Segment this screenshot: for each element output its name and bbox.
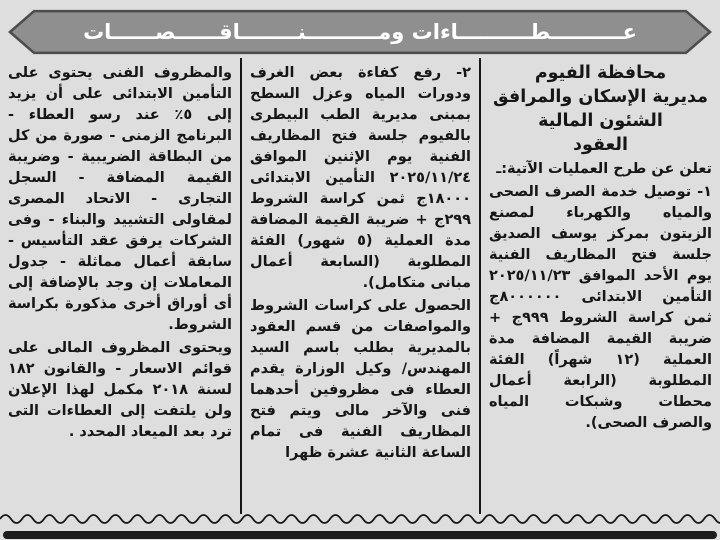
technical-envelope-text: والمظروف الفنى يحتوى على التأمين الابتدائى على أن يزيد إلى ٥٪ عند رسو العطاء - البرنامج الزمنى - صورة من كل من البطاقة الضريبية - وضريبة القيمة المضافة - السجل التجارى - الاتحاد المصرى لمقاولى التشييد والبناء - وفى الشركات يرفق عقد التأسيس - سابقة أعمال مماثلة - جدول المعاملات إن وجد بالإضافة إلى أى أوراق أخرى مذكورة بكراسة الشروط. [8, 65, 232, 333]
column-envelope-requirements [0, 58, 240, 514]
column-operations-2 [240, 58, 481, 514]
intro-text: تعلن عن طرح العمليات الآتية:ـ [496, 161, 712, 177]
tender-item-2: ٢- رفع كفاءة بعض الغرف ودورات المياه وعزل السطح بمبنى مديرية الطب البيطرى بالفيوم جلسة فتح المظاريف الفنية يوم الإثنين الموافق ٢٠٢٥/١١/٢٤ التأمين الابتدائى ١٨٠٠٠ج ثمن كراسة الشروط ٢٩٩ج + ضريبة القيمة المضافة مدة العملية (٥ شهور) الفئة المطلوبة (السابعة أعمال مبانى متكامل). [250, 65, 472, 291]
financial-envelope-text: ويحتوى المظروف المالى على قوائم الاسعار - والقانون ١٨٢ لسنة ٢٠١٨ مكمل لهذا الإعلان ولن يلتفت إلى العطاءات التى ترد بعد الميعاد المحدد . [8, 340, 233, 440]
org-directorate: مديرية الإسكان والمرافق [493, 87, 708, 107]
ad-body [0, 58, 720, 514]
org-section: العقود [573, 135, 628, 155]
tender-item-1: ١- توصيل خدمة الصرف الصحى والمياه والكهرباء لمصنع الزيتون بمركز يوسف الصديق جلسة فتح المظاريف الفنية يوم الأحد الموافق ٢٠٢٥/١١/٢٣ التأمين الابتدائى ٨٠٠٠٠٠٠ج ثمن كراسة الشروط ٩٩٩ج + ضريبة القيمة المضافة مدة العملية (١٢ شهراً) الفئة المطلوبة (الرابعة أعمال محطات وشبكات المياه والصرف الصحى). [489, 184, 712, 431]
wavy-divider [0, 510, 720, 528]
next-section-border [3, 531, 717, 539]
org-governorate: محافظة الفيوم [534, 63, 667, 83]
column-operations-1 [481, 58, 720, 514]
submission-terms: الحصول على كراسات الشروط والمواصفات من قسم العقود بالمديرية بطلب باسم السيد المهندس/ وكيل الوزارة يقدم العطاء فى مظروفين أحدهما فنى والآخر مالى ويتم فتح المظاريف الفنية فى تمام الساعة الثانية عشرة ظهرا [250, 298, 471, 461]
section-title: عــــــــــطــــــــــاءات ومــــــــــنــــــــاقــــــصــــــات [83, 20, 637, 44]
org-department: الشئون المالية [538, 111, 663, 131]
section-banner [8, 8, 712, 56]
